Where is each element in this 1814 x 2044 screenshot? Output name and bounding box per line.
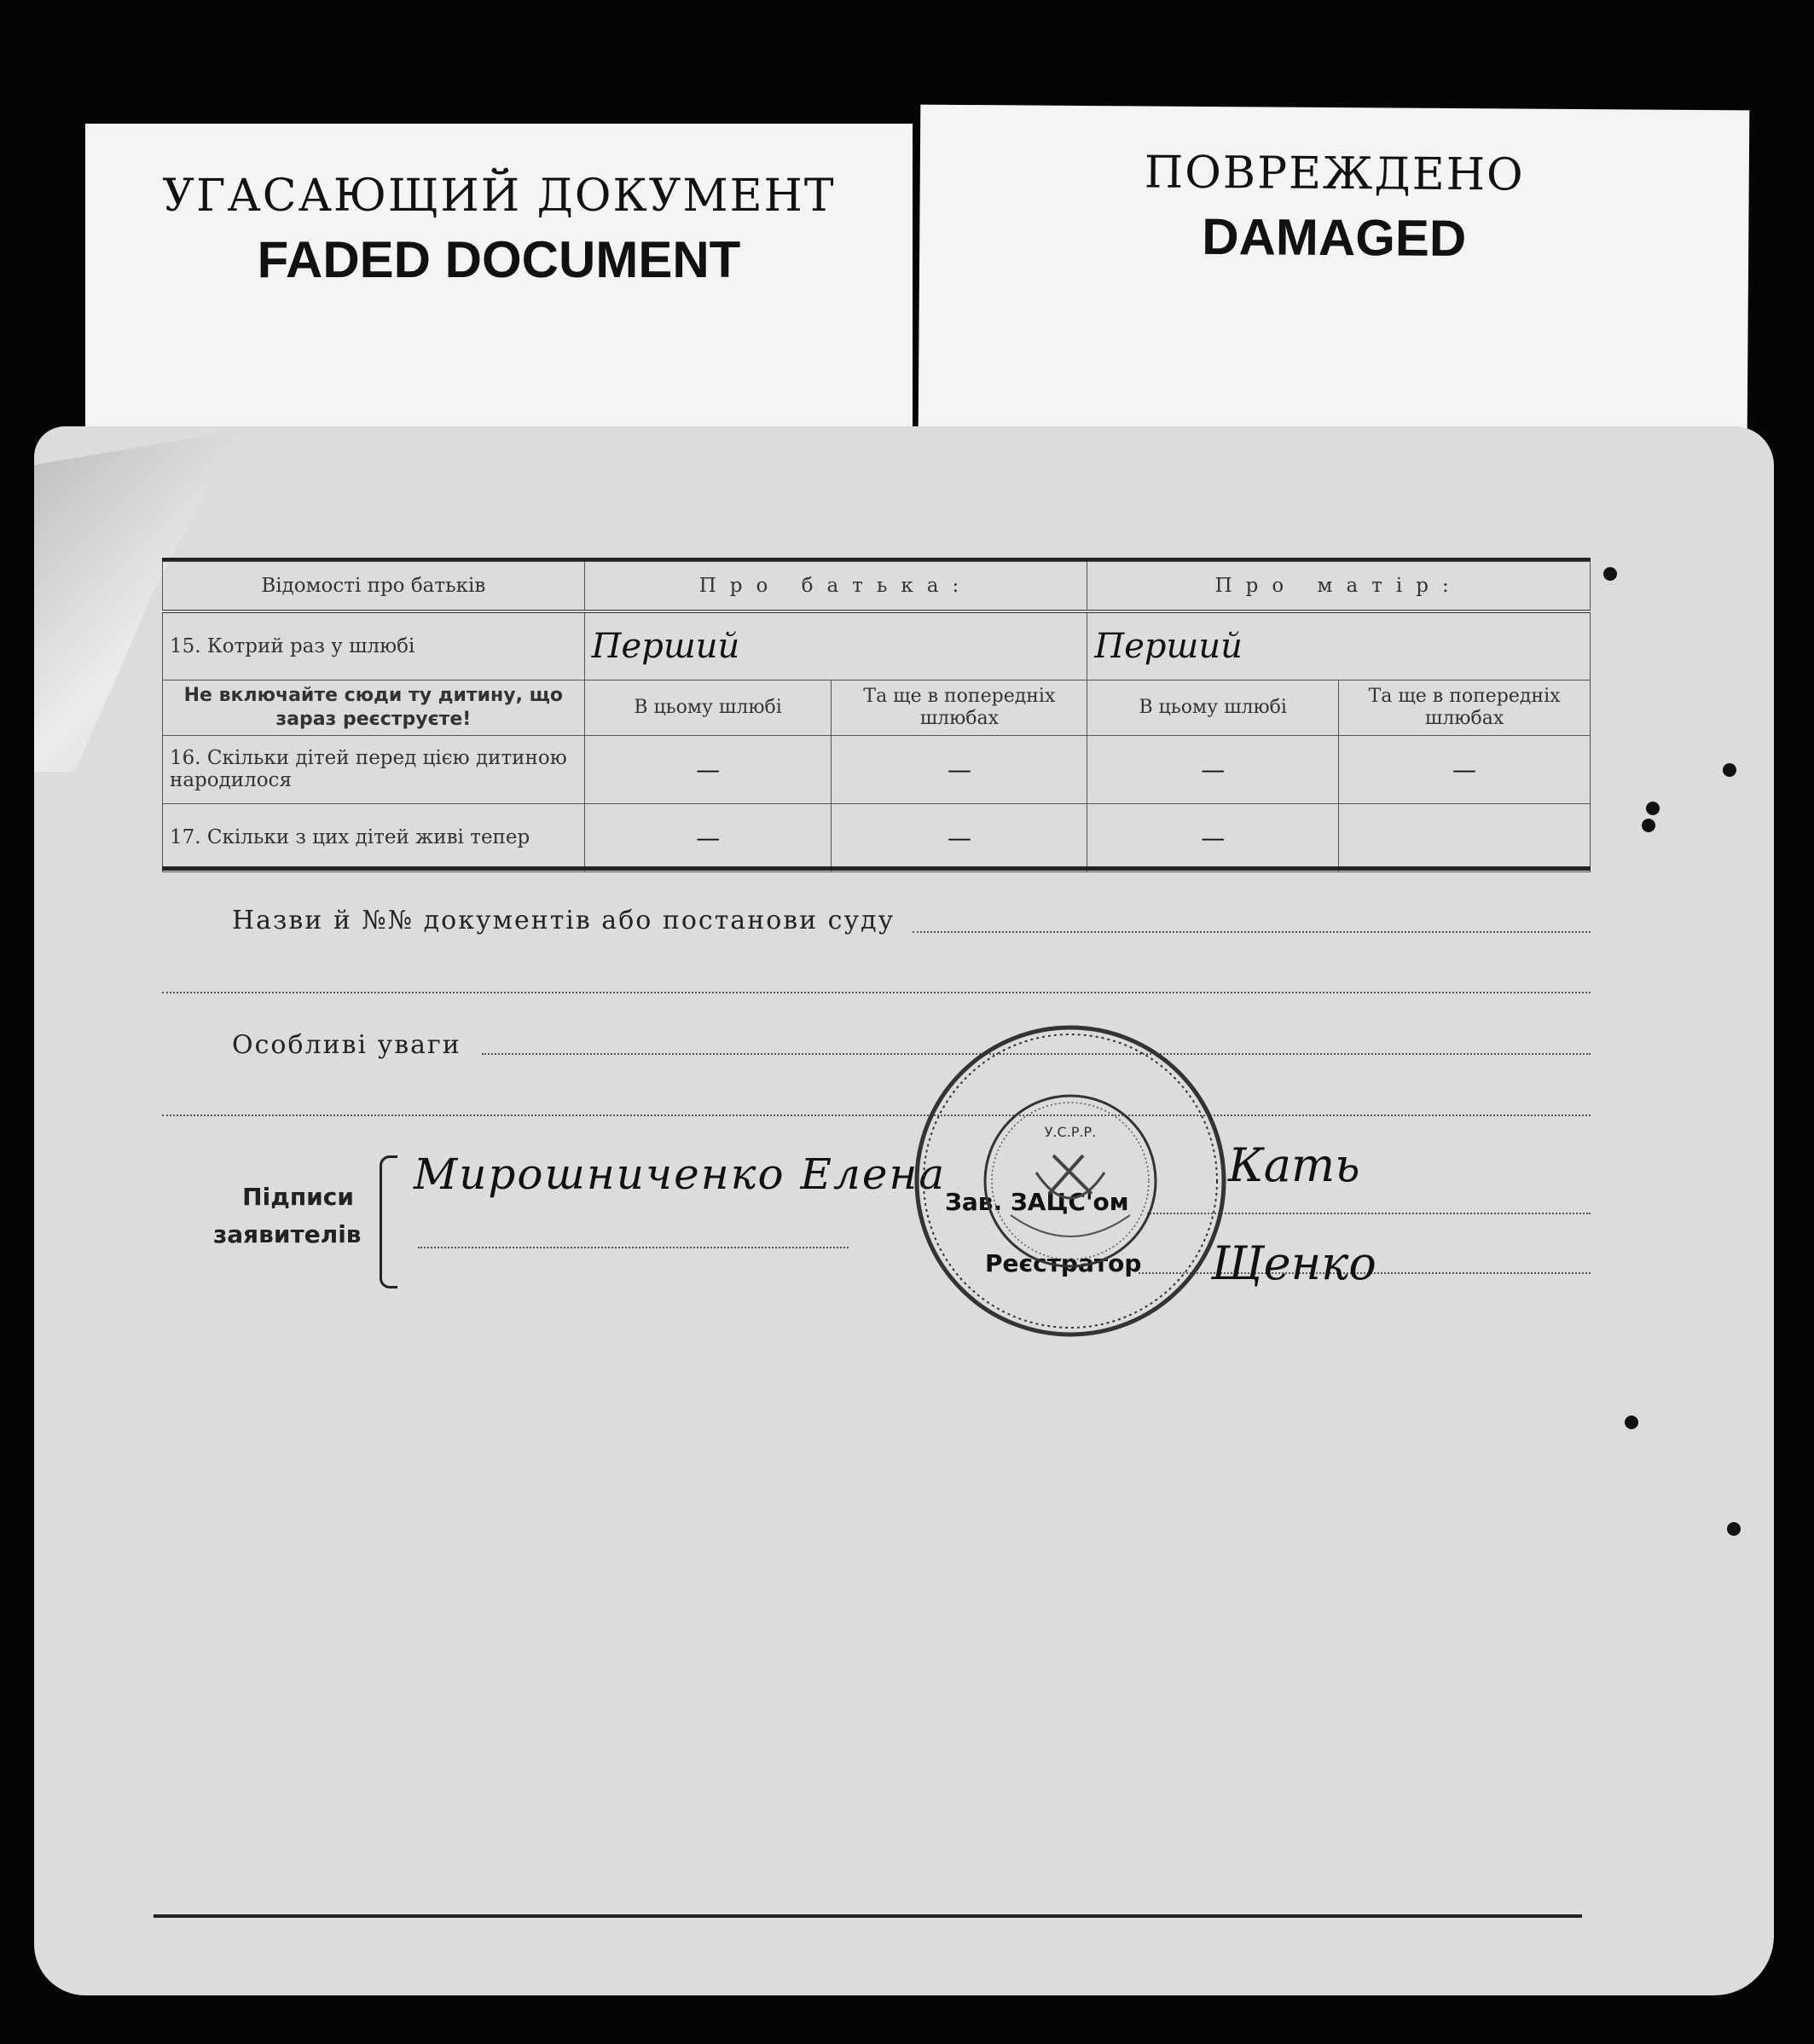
documents-line (913, 931, 1591, 933)
binding-hole (1723, 763, 1736, 777)
father-in-marriage-header: В цьому шлюбі (584, 680, 832, 735)
bottom-rule (154, 1914, 1582, 1918)
row-16-value: — (1339, 735, 1591, 803)
wheat-wreath-icon (1011, 1215, 1130, 1236)
binding-hole (1642, 819, 1655, 832)
damaged-label-ru: ПОВРЕЖДЕНО (1144, 147, 1525, 201)
faded-label-en: FADED DOCUMENT (257, 231, 741, 288)
stamp-inner-ring (985, 1096, 1156, 1266)
sickle-hammer-icon (1036, 1173, 1104, 1198)
row-17-label: 17. Скільки з цих дітей живі тепер (163, 803, 585, 871)
row-16 (163, 735, 1591, 803)
documents-label: Назви й №№ документів або постанови суду (232, 906, 895, 935)
documents-line-2 (162, 992, 1591, 993)
mother-in-marriage-header: В цьому шлюбі (1087, 680, 1339, 735)
remarks-label: Особливі уваги (232, 1030, 461, 1060)
row-16-value: — (1087, 735, 1339, 803)
row-15-father-value: Перший (584, 611, 1087, 680)
parents-table (162, 561, 1591, 872)
faded-document-card (85, 124, 913, 431)
head-label: Зав. ЗАЦС'ом (945, 1188, 1129, 1216)
row-16-value: — (832, 735, 1087, 803)
applicant-signature: Мирошниченко Елена (414, 1149, 947, 1199)
row-17-value: — (1087, 803, 1339, 871)
binding-hole (1646, 802, 1660, 815)
applicant-signature-line (418, 1247, 849, 1248)
binding-hole (1603, 567, 1617, 581)
registrar-label: Реєстратор (985, 1249, 1142, 1277)
row-15-mother-value: Перший (1087, 611, 1591, 680)
row-17-value: — (584, 803, 832, 871)
table-bottom-rule (162, 866, 1591, 871)
applicants-label-line-1: Підписи (242, 1183, 354, 1211)
mother-previous-header: Та ще в попередніх шлюбах (1339, 680, 1591, 735)
head-signature: Кать (1228, 1138, 1360, 1192)
stamp-dotted-ring (924, 1034, 1217, 1328)
row-15 (163, 611, 1591, 680)
hammer-icon (1049, 1155, 1092, 1194)
official-stamp (908, 1019, 1232, 1343)
stamp-center-text: У.С.Р.Р. (1044, 1124, 1097, 1140)
damaged-label-en: DAMAGED (1202, 207, 1467, 268)
about-mother-header: Про матір: (1087, 562, 1591, 612)
signature-bracket (380, 1155, 397, 1288)
row-16-value: — (584, 735, 832, 803)
remarks-line-2 (162, 1115, 1591, 1116)
applicants-label (213, 1178, 362, 1254)
row-16-label: 16. Скільки дітей перед цією дитиною народилося (163, 735, 585, 803)
binding-hole (1625, 1416, 1638, 1429)
father-previous-header: Та ще в попередніх шлюбах (832, 680, 1087, 735)
row-15-label: 15. Котрий раз у шлюбі (163, 611, 585, 680)
parents-info-header: Відомості про батьків (163, 562, 585, 612)
subheader-row (163, 680, 1591, 735)
faded-label-ru: УГАСАЮЩИЙ ДОКУМЕНТ (162, 171, 836, 222)
about-father-header: Про батька: (584, 562, 1087, 612)
table-header-row (163, 562, 1591, 612)
damaged-card (919, 105, 1750, 435)
row-17 (163, 803, 1591, 871)
exclusion-note: Не включайте сюди ту дитину, що зараз реєструєте! (163, 680, 585, 735)
row-17-value: — (832, 803, 1087, 871)
row-17-value (1339, 803, 1591, 871)
applicants-label-line-2: заявителів (213, 1220, 362, 1248)
binding-hole (1727, 1522, 1741, 1536)
registrar-signature: Щенко (1211, 1236, 1376, 1290)
stamp-outer-ring (917, 1028, 1224, 1335)
